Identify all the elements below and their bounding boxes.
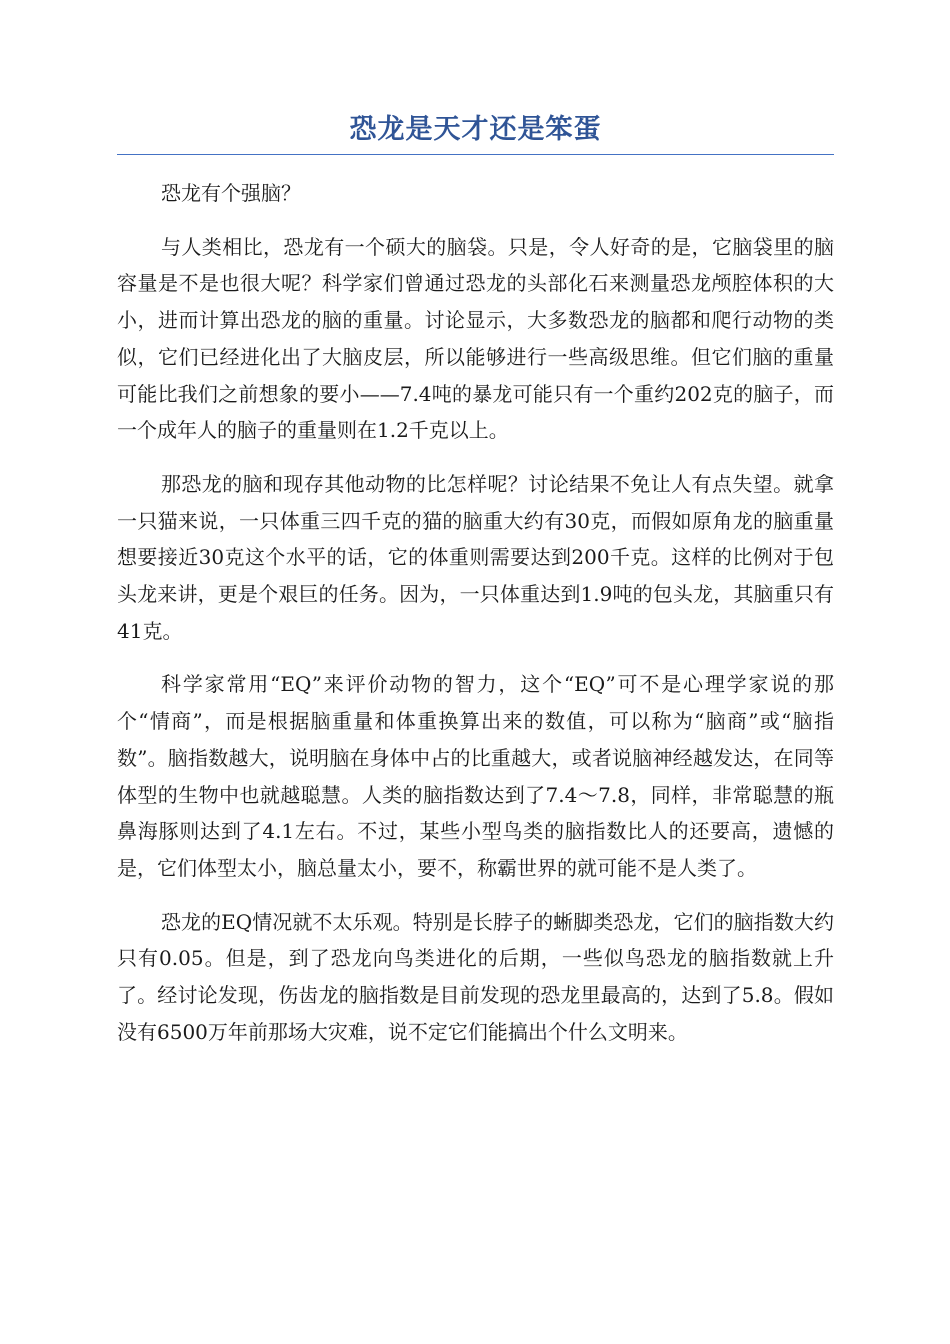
body-paragraph-4: 恐龙的EQ情况就不太乐观。特别是长脖子的蜥脚类恐龙，它们的脑指数大约只有0.05。但是，到了恐龙向鸟类进化的后期，一些似鸟恐龙的脑指数就上升了。经讨论发现，伤齿龙的脑指数是目前发现的恐龙里最高的，达到了5.8。假如没有6500万年前那场大灾难，说不定它们能搞出个什么文明来。 bbox=[117, 909, 834, 1044]
body-paragraph-2: 那恐龙的脑和现存其他动物的比怎样呢？讨论结果不免让人有点失望。就拿一只猫来说，一只体重三四千克的猫的脑重大约有30克，而假如原角龙的脑重量想要接近30克这个水平的话，它的体重则需要达到200千克。这样的比例对于包头龙来讲，更是个艰巨的任务。因为，一只体重达到1.9吨的包头龙，其脑重只有41克。 bbox=[117, 471, 834, 643]
document-page bbox=[117, 112, 834, 1067]
document-title: 恐龙是天才还是笨蛋 bbox=[349, 114, 602, 145]
body-paragraph-1: 与人类相比，恐龙有一个硕大的脑袋。只是，令人好奇的是，它脑袋里的脑容量是不是也很大呢？科学家们曾通过恐龙的头部化石来测量恐龙颅腔体积的大小，进而计算出恐龙的脑的重量。讨论显示，大多数恐龙的脑都和爬行动物的类似，它们已经进化出了大脑皮层，所以能够进行一些高级思维。但它们脑的重量可能比我们之前想象的要小——7.4吨的暴龙可能只有一个重约202克的脑子，而一个成年人的脑子的重量则在1.2千克以上。 bbox=[117, 234, 834, 443]
title-underline-divider bbox=[117, 154, 834, 155]
section-heading-paragraph: 恐龙有个强脑？ bbox=[161, 181, 301, 205]
body-paragraph-3: 科学家常用“EQ”来评价动物的智力，这个“EQ”可不是心理学家说的那个“情商”，而是根据脑重量和体重换算出来的数值，可以称为“脑商”或“脑指数”。脑指数越大，说明脑在身体中占的比重越大，或者说脑神经越发达，在同等体型的生物中也就越聪慧。人类的脑指数达到了7.4～7.8，同样，非常聪慧的瓶鼻海豚则达到了4.1左右。不过，某些小型鸟类的脑指数比人的还要高，遗憾的是，它们体型太小，脑总量太小，要不，称霸世界的就可能不是人类了。 bbox=[117, 672, 834, 880]
